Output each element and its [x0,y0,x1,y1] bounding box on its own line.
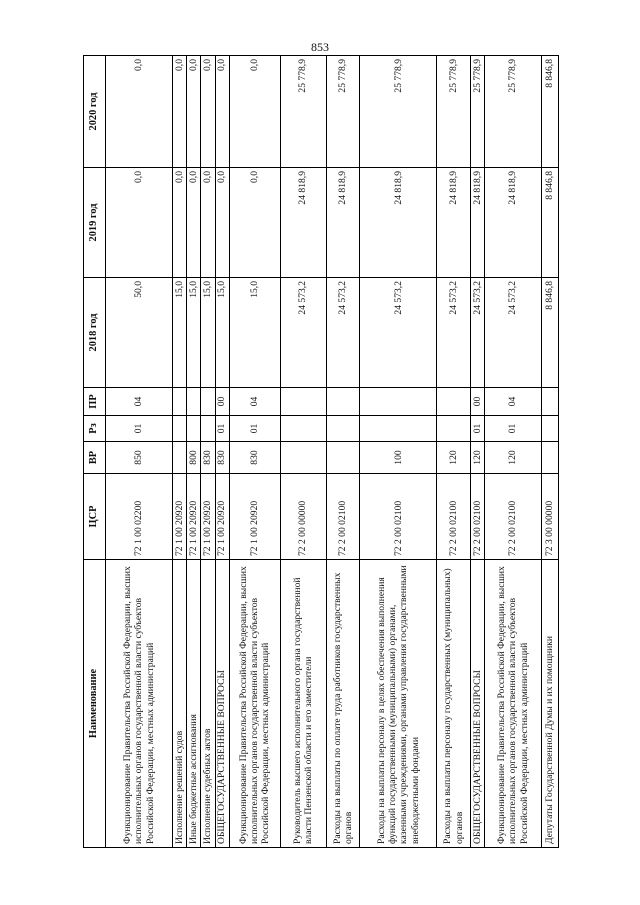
header-2020: 2020 год [84,56,106,168]
row-csr-cell: 72 2 00 02100 [326,474,359,560]
row-2019-cell: 24 818,9 [280,168,326,278]
rotated-table-container [83,56,559,848]
row-2019-cell: 24 818,9 [485,168,542,278]
table-row [106,56,173,848]
table-row [280,56,326,848]
row-name-cell: Функционирование Правительства Российской Федерации, высших исполнительных органов государственной власти субъектов Российской Федерации, местных администраций [485,560,542,848]
row-pr-cell [187,388,201,416]
row-rz-cell: 01 [470,416,484,442]
row-csr-cell: 72 2 00 02100 [437,474,470,560]
row-2020-cell: 0,0 [106,56,173,168]
row-vr-cell [541,442,558,474]
row-2019-cell: 0,0 [229,168,280,278]
row-pr-cell: 04 [229,388,280,416]
row-pr-cell [541,388,558,416]
row-2018-cell: 50,0 [106,278,173,388]
row-name-cell: Расходы на выплаты по оплате труда работников государственных органов [326,560,359,848]
row-2018-cell: 15,0 [172,278,186,388]
row-rz-cell [326,416,359,442]
row-2018-cell: 24 573,2 [326,278,359,388]
row-name-cell: Расходы на выплаты персоналу государственных (муниципальных) органов [437,560,470,848]
row-vr-cell: 850 [106,442,173,474]
row-vr-cell: 830 [201,442,215,474]
row-pr-cell [326,388,359,416]
header-2019: 2019 год [84,168,106,278]
row-csr-cell: 72 2 00 02100 [485,474,542,560]
row-2019-cell: 24 818,9 [360,168,437,278]
row-rz-cell: 01 [215,416,229,442]
row-2018-cell: 8 846,8 [541,278,558,388]
row-2019-cell: 24 818,9 [326,168,359,278]
row-rz-cell [187,416,201,442]
row-2018-cell: 24 573,2 [485,278,542,388]
row-name-cell: Исполнение судебных актов [201,560,215,848]
row-rz-cell [360,416,437,442]
row-2020-cell: 0,0 [187,56,201,168]
header-row [84,56,106,848]
row-csr-cell: 72 1 00 20920 [187,474,201,560]
row-2018-cell: 24 573,2 [280,278,326,388]
row-vr-cell: 830 [229,442,280,474]
table-row [541,56,558,848]
row-vr-cell: 800 [187,442,201,474]
header-name: Наименование [84,560,106,848]
row-csr-cell: 72 2 00 00000 [280,474,326,560]
row-2020-cell: 0,0 [201,56,215,168]
row-name-cell: ОБЩЕГОСУДАРСТВЕННЫЕ ВОПРОСЫ [215,560,229,848]
row-name-cell: Функционирование Правительства Российской Федерации, высших исполнительных органов государственной власти субъектов Российской Федерации, местных администраций [229,560,280,848]
table-row [201,56,215,848]
row-vr-cell [326,442,359,474]
header-csr: ЦСР [84,474,106,560]
row-2018-cell: 24 573,2 [360,278,437,388]
row-pr-cell: 00 [215,388,229,416]
row-name-cell: Иные бюджетные ассигнования [187,560,201,848]
row-rz-cell [541,416,558,442]
header-2018: 2018 год [84,278,106,388]
row-name-cell: Депутаты Государственной Думы и их помощники [541,560,558,848]
row-2019-cell: 0,0 [172,168,186,278]
row-pr-cell [172,388,186,416]
row-pr-cell [437,388,470,416]
row-2020-cell: 25 778,9 [485,56,542,168]
table-row [215,56,229,848]
row-2019-cell: 0,0 [187,168,201,278]
header-rz: Рз [84,416,106,442]
row-rz-cell: 01 [485,416,542,442]
row-pr-cell [280,388,326,416]
header-vr: ВР [84,442,106,474]
row-csr-cell: 72 3 00 00000 [541,474,558,560]
row-csr-cell: 72 1 00 02200 [106,474,173,560]
row-rz-cell [280,416,326,442]
row-csr-cell: 72 2 00 02100 [470,474,484,560]
table-row [229,56,280,848]
row-csr-cell: 72 1 00 20920 [172,474,186,560]
row-vr-cell: 100 [360,442,437,474]
row-csr-cell: 72 1 00 20920 [229,474,280,560]
row-2019-cell: 24 818,9 [437,168,470,278]
row-name-cell: Функционирование Правительства Российской Федерации, высших исполнительных органов государственной власти субъектов Российской Федерации, местных администраций [106,560,173,848]
row-rz-cell [437,416,470,442]
page-number: 853 [311,40,329,54]
row-rz-cell [201,416,215,442]
row-rz-cell [172,416,186,442]
row-vr-cell [280,442,326,474]
row-2018-cell: 24 573,2 [470,278,484,388]
row-name-cell: Исполнение решений судов [172,560,186,848]
row-2018-cell: 15,0 [229,278,280,388]
row-vr-cell [172,442,186,474]
row-2020-cell: 25 778,9 [437,56,470,168]
row-pr-cell: 04 [106,388,173,416]
row-2018-cell: 15,0 [187,278,201,388]
row-2020-cell: 0,0 [215,56,229,168]
row-rz-cell: 01 [106,416,173,442]
row-rz-cell: 01 [229,416,280,442]
row-2018-cell: 15,0 [215,278,229,388]
row-2019-cell: 0,0 [215,168,229,278]
table-row [437,56,470,848]
row-pr-cell: 04 [485,388,542,416]
row-2020-cell: 0,0 [229,56,280,168]
row-vr-cell: 120 [470,442,484,474]
row-pr-cell: 00 [470,388,484,416]
row-name-cell: Расходы на выплаты персоналу в целях обеспечения выполнения функций государственными (муниципальными) органами, казенными учреждениями, органами управления государственными внебюджетными фондами [360,560,437,848]
table-row [172,56,186,848]
table-row [326,56,359,848]
row-vr-cell: 120 [437,442,470,474]
row-pr-cell [360,388,437,416]
row-2019-cell: 0,0 [201,168,215,278]
budget-table [83,55,559,848]
table-row [485,56,542,848]
row-csr-cell: 72 1 00 20920 [201,474,215,560]
row-csr-cell: 72 2 00 02100 [360,474,437,560]
row-2020-cell: 0,0 [172,56,186,168]
row-2020-cell: 25 778,9 [360,56,437,168]
table-row [360,56,437,848]
row-2019-cell: 24 818,9 [470,168,484,278]
row-2018-cell: 15,0 [201,278,215,388]
row-2018-cell: 24 573,2 [437,278,470,388]
row-csr-cell: 72 1 00 20920 [215,474,229,560]
row-2019-cell: 8 846,8 [541,168,558,278]
row-2020-cell: 25 778,9 [326,56,359,168]
table-row [187,56,201,848]
row-vr-cell: 120 [485,442,542,474]
row-2020-cell: 8 846,8 [541,56,558,168]
row-2019-cell: 0,0 [106,168,173,278]
row-pr-cell [201,388,215,416]
table-row [470,56,484,848]
row-name-cell: ОБЩЕГОСУДАРСТВЕННЫЕ ВОПРОСЫ [470,560,484,848]
header-pr: ПР [84,388,106,416]
row-2020-cell: 25 778,9 [470,56,484,168]
row-vr-cell: 830 [215,442,229,474]
row-2020-cell: 25 778,9 [280,56,326,168]
row-name-cell: Руководитель высшего исполнительного органа государственной власти Пензенской области и его заместители [280,560,326,848]
